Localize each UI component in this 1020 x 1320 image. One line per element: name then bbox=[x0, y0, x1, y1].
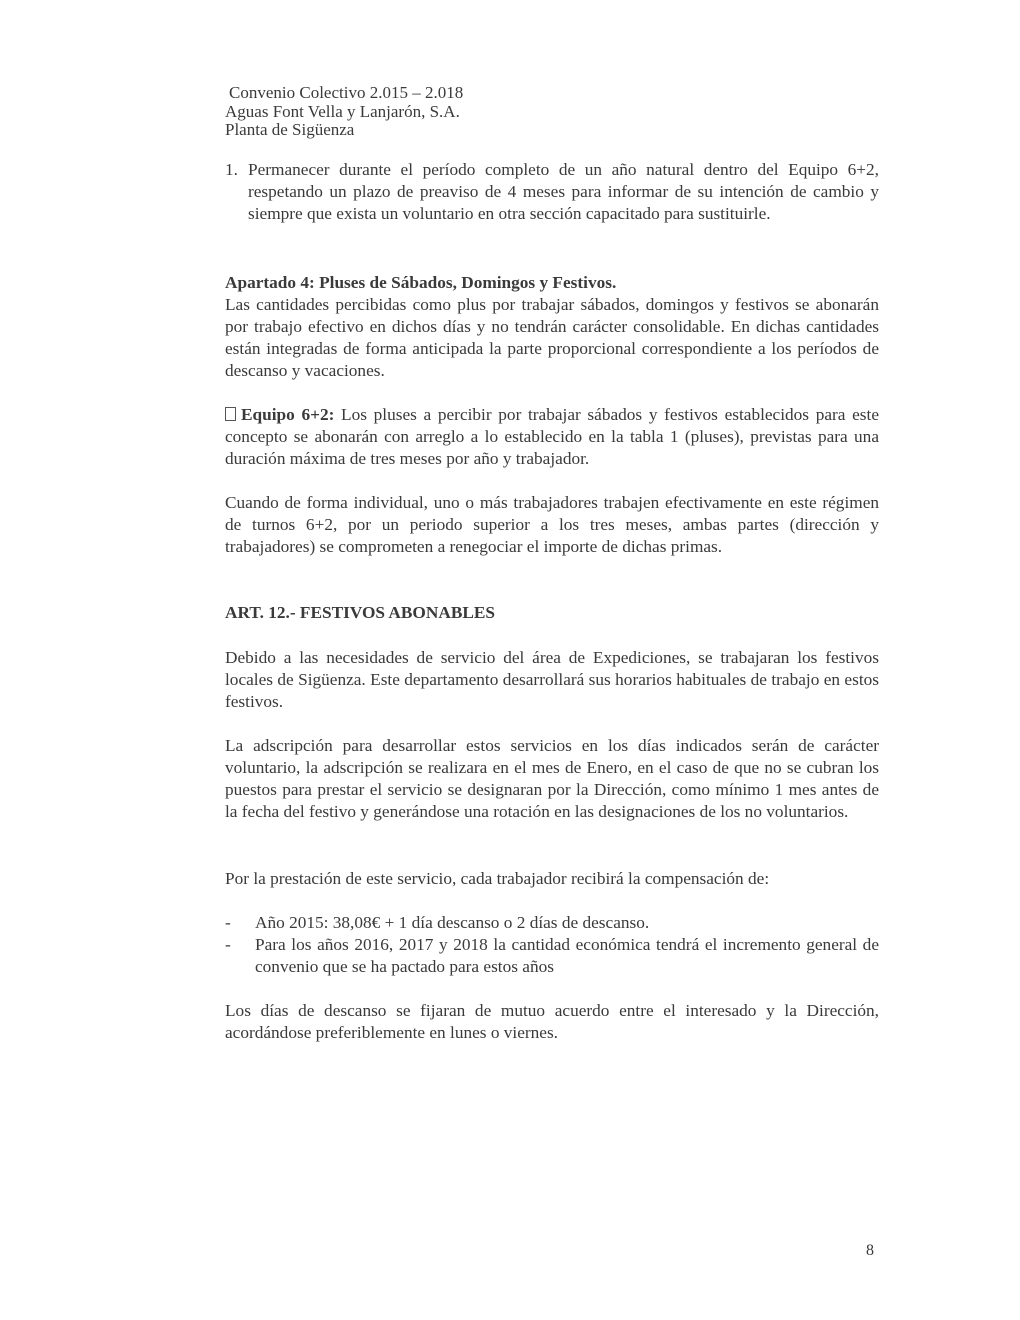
paragraph-text: La adscripción para desarrollar estos servicios en los días indicados serán de carácter voluntario, la adscripción se realizara en el mes de Enero, en el caso de que no se cubran los puestos para prestar el servicio se designaran por la Dirección, como mínimo 1 mes antes de la fecha del festivo y generándose una rotación en las designaciones de los no voluntarios. bbox=[225, 736, 879, 821]
article-12-paragraph-3 bbox=[225, 868, 879, 890]
paragraph-text: Debido a las necesidades de servicio del área de Expediciones, se trabajaran los festivos locales de Sigüenza. Este departamento desarrollará sus horarios habituales de trabajo en estos festivos. bbox=[225, 648, 879, 711]
item-text: Permanecer durante el período completo de un año natural dentro del Equipo 6+2, respetando un plazo de preaviso de 4 meses para informar de su intención de cambio y siempre que exista un voluntario en otra sección capacitado para sustituirle. bbox=[248, 160, 879, 223]
section-paragraph: Las cantidades percibidas como plus por trabajar sábados, domingos y festivos se abonarán por trabajo efectivo en dichos días y no tendrán carácter consolidable. En dichas cantidades están integradas de forma anticipada la parte proporcional correspondiente a los períodos de descanso y vacaciones. bbox=[225, 295, 879, 380]
header-agreement-title: Convenio Colectivo 2.015 – 2.018 bbox=[229, 83, 464, 102]
section-title: Apartado 4: Pluses de Sábados, Domingos y Festivos. bbox=[225, 273, 617, 292]
article-title: ART. 12.- FESTIVOS ABONABLES bbox=[225, 603, 496, 622]
document-header bbox=[225, 84, 625, 140]
individual-paragraph bbox=[225, 492, 879, 558]
paragraph-text: Cuando de forma individual, uno o más trabajadores trabajen efectivamente en este régimen de turnos 6+2, por un periodo superior a los tres meses, ambas partes (dirección y trabajadores) se comprometen a renegociar el importe de dichas primas. bbox=[225, 493, 879, 556]
list-item bbox=[225, 934, 879, 978]
list-item bbox=[225, 912, 879, 934]
compensation-list bbox=[225, 912, 879, 978]
header-plant-name: Planta de Sigüenza bbox=[225, 120, 355, 139]
equipo-text: Los pluses a percibir por trabajar sábados y festivos establecidos para este concepto se abonarán con arreglo a lo establecido en la tabla 1 (pluses), previstas para una duración máxima de tres meses por año y trabajador. bbox=[225, 405, 879, 468]
header-company-name: Aguas Font Vella y Lanjarón, S.A. bbox=[225, 101, 460, 121]
dash-bullet: - bbox=[225, 913, 231, 932]
equipo-paragraph bbox=[225, 404, 879, 470]
numbered-item-1 bbox=[225, 159, 879, 225]
item-number: 1. bbox=[225, 160, 238, 179]
page-number: 8 bbox=[866, 1242, 874, 1259]
section-apartado-4 bbox=[225, 272, 879, 382]
article-12-paragraph-1 bbox=[225, 647, 879, 713]
dash-bullet: - bbox=[225, 935, 231, 954]
article-12-paragraph-2 bbox=[225, 735, 879, 823]
checkbox-bullet-icon bbox=[225, 407, 236, 421]
article-12-paragraph-4 bbox=[225, 1000, 879, 1044]
paragraph-text: Los días de descanso se fijaran de mutuo acuerdo entre el interesado y la Dirección, acordándose preferiblemente en lunes o viernes. bbox=[225, 1001, 879, 1042]
article-12-title-block bbox=[225, 602, 879, 624]
list-item-text: Año 2015: 38,08€ + 1 día descanso o 2 días de descanso. bbox=[255, 913, 650, 932]
equipo-label: Equipo 6+2: bbox=[241, 405, 335, 424]
paragraph-text: Por la prestación de este servicio, cada trabajador recibirá la compensación de: bbox=[225, 869, 770, 888]
list-item-text: Para los años 2016, 2017 y 2018 la cantidad económica tendrá el incremento general de convenio que se ha pactado para estos años bbox=[255, 935, 879, 976]
